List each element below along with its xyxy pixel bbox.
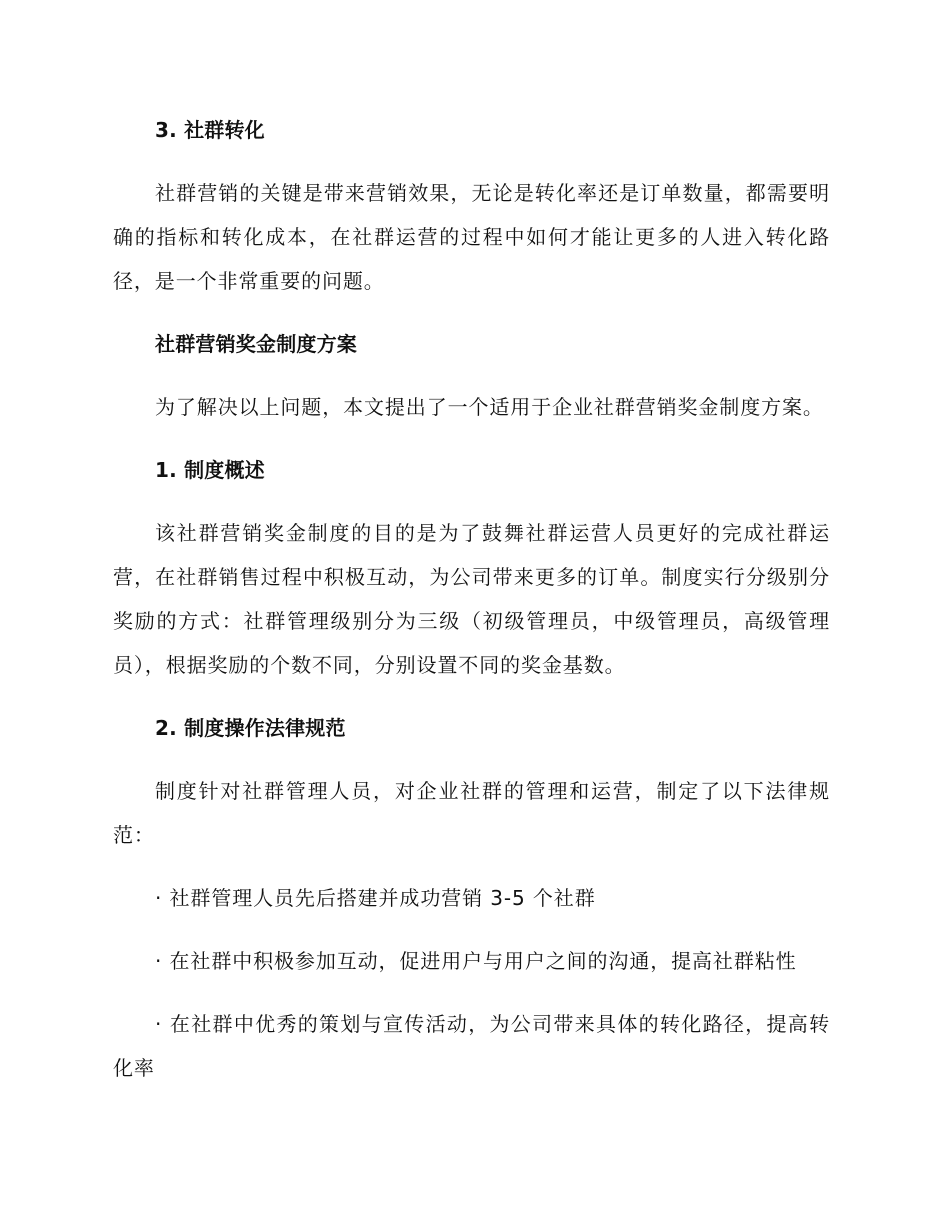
paragraph-conversion-intro: 社群营销的关键是带来营销效果，无论是转化率还是订单数量，都需要明确的指标和转化成本，在社群运营的过程中如何才能让更多的人进入转化路径，是一个非常重要的问题。 — [113, 181, 830, 293]
bullet-item: · 在社群中优秀的策划与宣传活动，为公司带来具体的转化路径，提高转化率 — [113, 1012, 830, 1080]
section-heading-system-overview: 1. 制度概述 — [155, 458, 265, 482]
paragraph-legal-norms-intro: 制度针对社群管理人员，对企业社群的管理和运营，制定了以下法律规范： — [113, 779, 830, 847]
bullet-item: · 社群管理人员先后搭建并成功营销 3-5 个社群 — [155, 886, 596, 910]
section-heading-community-conversion: 3. 社群转化 — [155, 118, 265, 142]
paragraph-system-overview: 该社群营销奖金制度的目的是为了鼓舞社群运营人员更好的完成社群运营，在社群销售过程中积极互动，为公司带来更多的订单。制度实行分级别分奖励的方式：社群管理级别分为三级（初级管理员，中级管理员，高级管理员），根据奖励的个数不同，分别设置不同的奖金基数。 — [113, 521, 830, 677]
section-heading-bonus-plan: 社群营销奖金制度方案 — [155, 332, 357, 356]
section-heading-legal-norms: 2. 制度操作法律规范 — [155, 716, 346, 740]
bullet-item: · 在社群中积极参加互动，促进用户与用户之间的沟通，提高社群粘性 — [155, 949, 797, 973]
paragraph-plan-intro: 为了解决以上问题，本文提出了一个适用于企业社群营销奖金制度方案。 — [155, 395, 824, 419]
